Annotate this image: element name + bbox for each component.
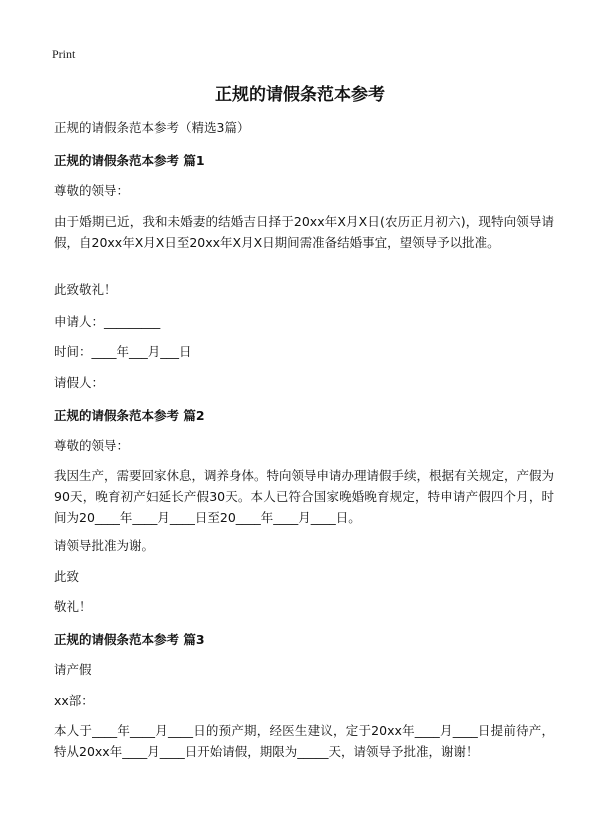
print-link[interactable]: Print bbox=[52, 47, 76, 61]
section-2-heading: 正规的请假条范本参考 篇2 bbox=[54, 408, 205, 423]
section-1-body: 由于婚期已近，我和未婚妻的结婚吉日择于20xx年X月X日(农历正月初六)，现特向领导请假，自20xx年X月X日至20xx年X月X日期间需准备结婚事宜，望领导予以批准。 bbox=[54, 214, 554, 250]
section-1-time: 时间：____年___月___日 bbox=[54, 344, 192, 359]
section-3-addressee: xx部： bbox=[54, 693, 94, 708]
document-subtitle: 正规的请假条范本参考（精选3篇） bbox=[54, 120, 250, 135]
section-1-heading: 正规的请假条范本参考 篇1 bbox=[54, 153, 205, 168]
section-2-body: 我因生产，需要回家休息，调养身体。特向领导申请办理请假手续，根据有关规定，产假为90天，晚育初产妇延长产假30天。本人已符合国家晚婚晚育规定，特申请产假四个月，时间为20____年____月____日至20____年____月____日。 bbox=[54, 468, 555, 525]
section-3-heading: 正规的请假条范本参考 篇3 bbox=[54, 632, 205, 647]
section-2-salutation: 尊敬的领导： bbox=[54, 438, 130, 453]
section-3-body: 本人于____年____月____日的预产期，经医生建议，定于20xx年____月____日提前待产，特从20xx年____月____日开始请假，期限为_____天，请领导予批准，谢谢！ bbox=[54, 723, 554, 759]
section-2-request-line: 请领导批准为谢。 bbox=[54, 538, 155, 553]
document-title: 正规的请假条范本参考 bbox=[215, 85, 385, 105]
section-1-applicant: 申请人：_________ bbox=[54, 314, 161, 329]
section-2-closing-1: 此致 bbox=[54, 569, 80, 584]
section-1-salutation: 尊敬的领导： bbox=[54, 183, 130, 198]
section-1-requester: 请假人： bbox=[54, 375, 105, 390]
section-1-closing: 此致敬礼！ bbox=[54, 282, 117, 297]
section-2-closing-2: 敬礼！ bbox=[54, 599, 92, 614]
section-3-request-title: 请产假 bbox=[54, 662, 92, 677]
